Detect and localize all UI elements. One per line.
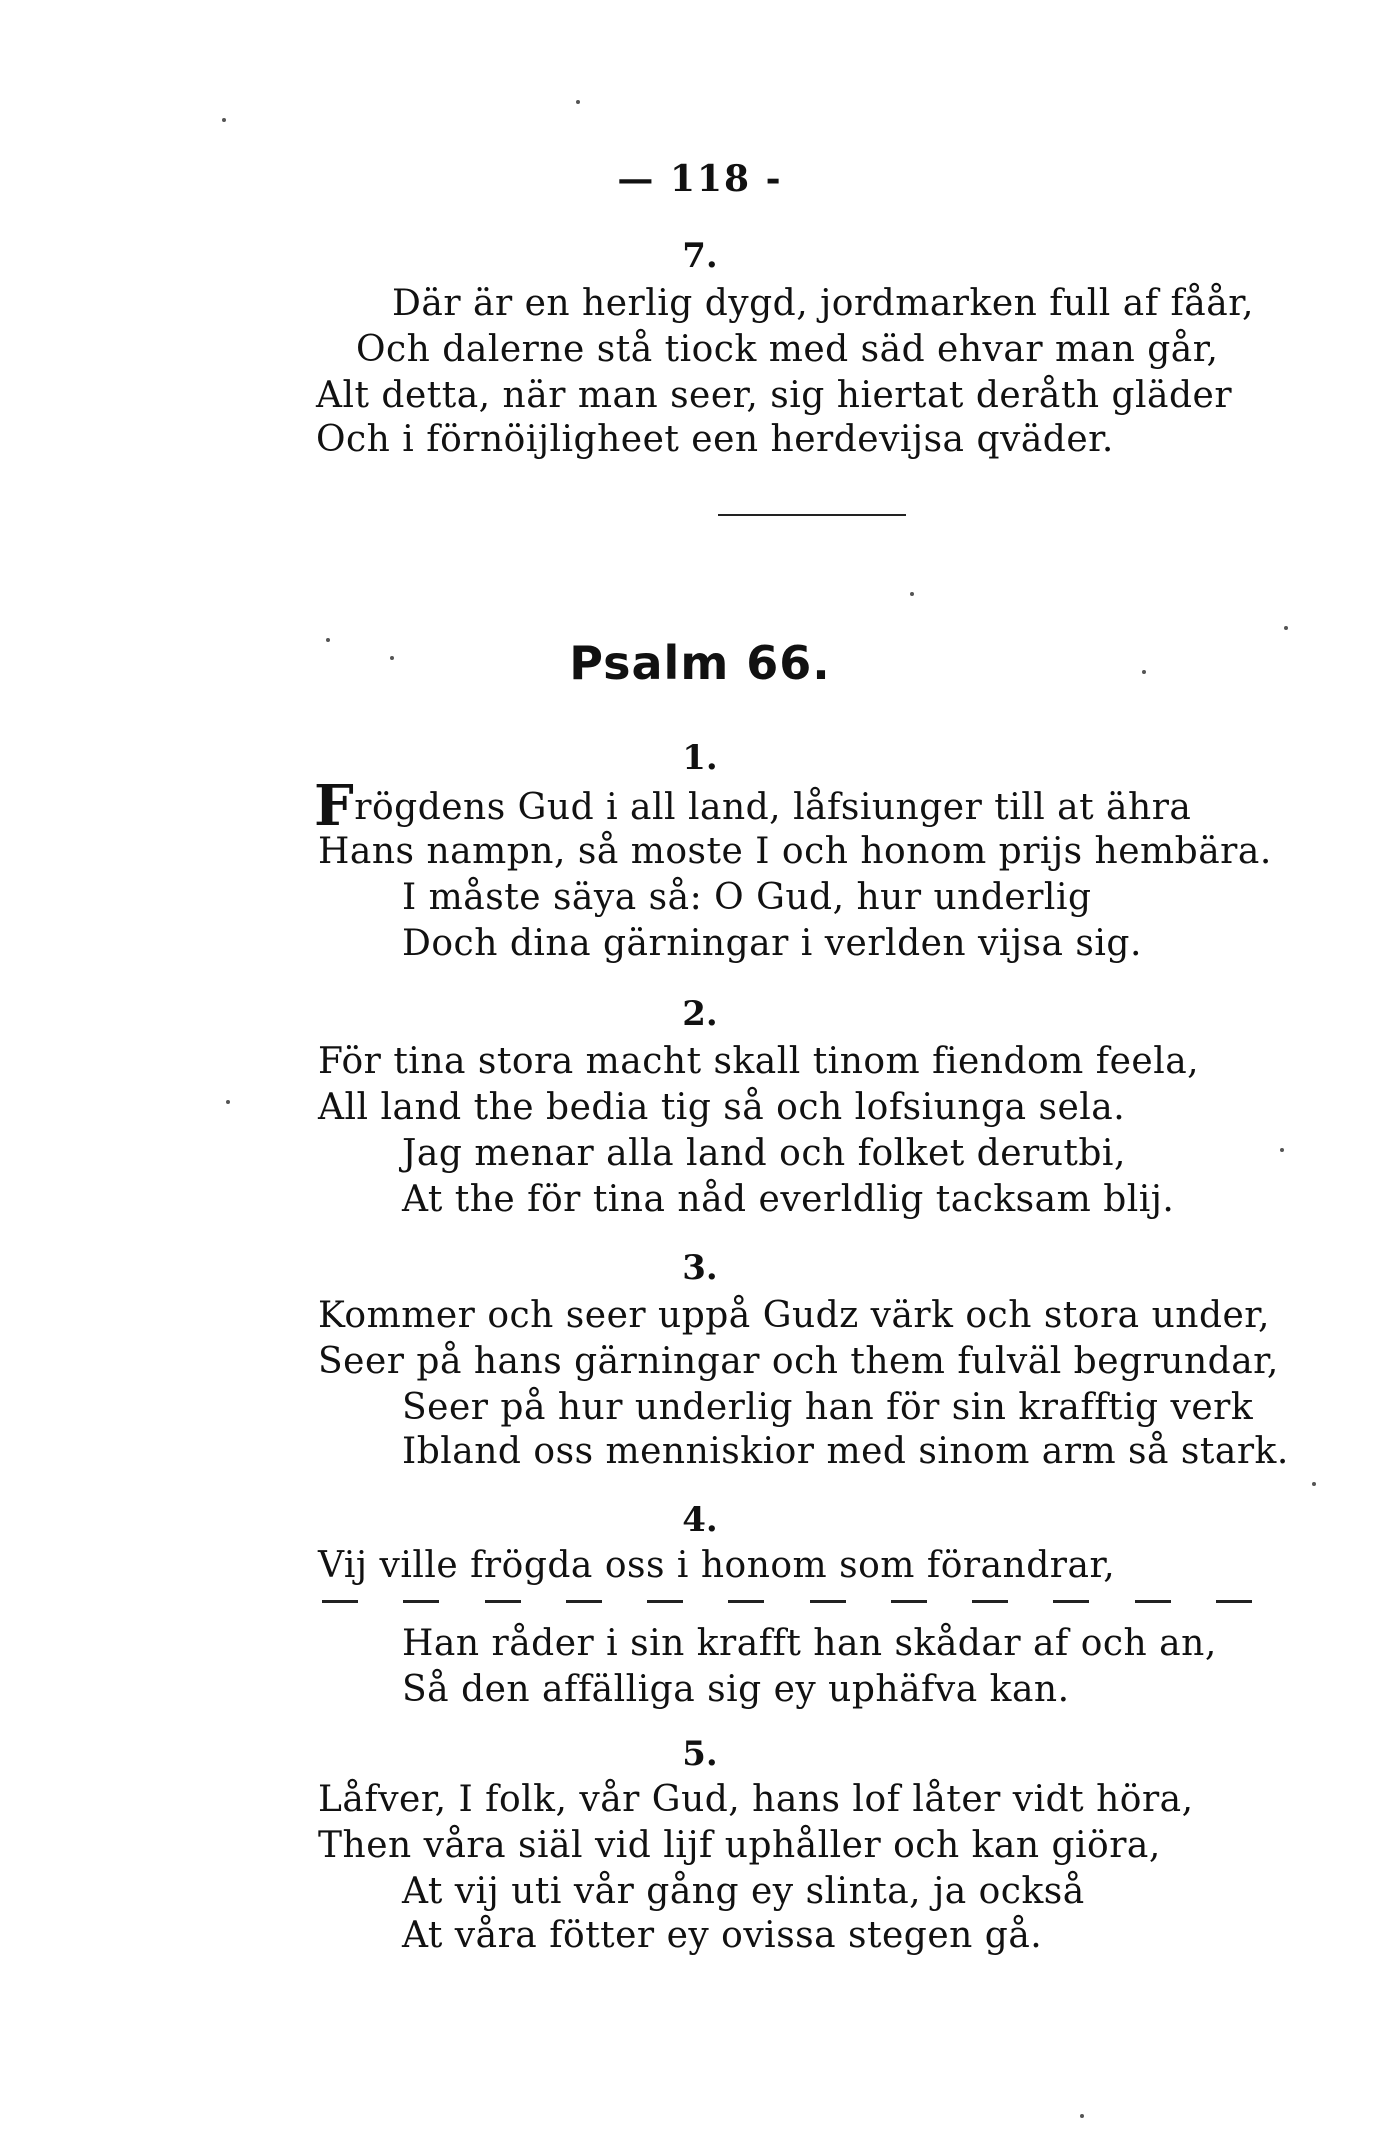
- scan-speck: [1142, 670, 1146, 674]
- verse-line: I måste säya så: O Gud, hur underlig: [402, 877, 1092, 918]
- scan-speck: [1280, 1148, 1284, 1152]
- verse-number: 5.: [682, 1734, 718, 1774]
- scan-speck: [910, 592, 914, 596]
- dash: [972, 1600, 1008, 1603]
- scan-speck: [576, 100, 580, 104]
- verse-line: At vij uti vår gång ey slinta, ja också: [402, 1871, 1085, 1912]
- dash: [1053, 1600, 1089, 1603]
- scan-speck: [390, 656, 394, 660]
- dash: [403, 1600, 439, 1603]
- verse-line: Så den affälliga sig ey uphäfva kan.: [402, 1669, 1070, 1710]
- stanza-number: 7.: [682, 236, 718, 276]
- scan-speck: [226, 1100, 230, 1104]
- verse-line: Jag menar alla land och folket derutbi,: [402, 1133, 1126, 1174]
- verse-line: Låfver, I folk, vår Gud, hans lof låter vidt höra,: [318, 1779, 1194, 1820]
- scan-speck: [222, 118, 226, 122]
- verse-line: För tina stora macht skall tinom fiendom feela,: [318, 1041, 1200, 1082]
- dash: [566, 1600, 602, 1603]
- dash: [485, 1600, 521, 1603]
- verse-line: Hans nampn, så moste I och honom prijs hembära.: [318, 831, 1272, 872]
- stanza-line: Alt detta, när man seer, sig hiertat deråth gläder: [316, 375, 1233, 416]
- verse-number: 4.: [682, 1500, 718, 1540]
- verse-line-text: rögdens Gud i all land, låfsiunger till at ähra: [354, 787, 1192, 828]
- page-number: — 118 -: [617, 158, 783, 200]
- dash: [810, 1600, 846, 1603]
- omitted-line-dashes: [322, 1600, 1252, 1603]
- dash: [647, 1600, 683, 1603]
- verse-line: All land the bedia tig så och lofsiunga sela.: [318, 1087, 1126, 1128]
- verse-line: Han råder i sin krafft han skådar af och an,: [402, 1623, 1217, 1664]
- verse-line: [314, 773, 1192, 839]
- verse-line: Seer på hans gärningar och them fulväl begrundar,: [318, 1341, 1279, 1382]
- verse-line: Then våra siäl vid lijf uphåller och kan giöra,: [318, 1825, 1161, 1866]
- verse-line: Ibland oss menniskior med sinom arm så stark.: [402, 1431, 1289, 1472]
- dash: [1216, 1600, 1252, 1603]
- stanza-line: Där är en herlig dygd, jordmarken full af fåår,: [392, 283, 1254, 324]
- verse-number: 2.: [682, 994, 718, 1034]
- verse-line: Doch dina gärningar i verlden vijsa sig.: [402, 923, 1142, 964]
- dash: [891, 1600, 927, 1603]
- dash: [1135, 1600, 1171, 1603]
- drop-cap-initial: F: [314, 773, 355, 839]
- verse-number: 3.: [682, 1248, 718, 1288]
- verse-line: At the för tina nåd everldlig tacksam blij.: [402, 1179, 1175, 1220]
- scan-speck: [326, 638, 330, 642]
- dash: [728, 1600, 764, 1603]
- scan-speck: [1080, 2114, 1084, 2118]
- stanza-line: Och i förnöijligheet een herdevijsa qväder.: [316, 419, 1114, 460]
- verse-line: Kommer och seer uppå Gudz värk och stora under,: [318, 1295, 1270, 1336]
- dash: [322, 1600, 358, 1603]
- section-divider: [718, 514, 906, 516]
- scan-speck: [1284, 626, 1288, 630]
- verse-line: Seer på hur underlig han för sin krafftig verk: [402, 1387, 1254, 1428]
- psalm-title: Psalm 66.: [569, 636, 831, 690]
- scan-speck: [1312, 1482, 1316, 1486]
- stanza-line: Och dalerne stå tiock med säd ehvar man går,: [356, 329, 1219, 370]
- verse-number: 1.: [682, 738, 718, 778]
- verse-line: Vij ville frögda oss i honom som förandrar,: [318, 1545, 1116, 1586]
- verse-line: At våra fötter ey ovissa stegen gå.: [402, 1915, 1043, 1956]
